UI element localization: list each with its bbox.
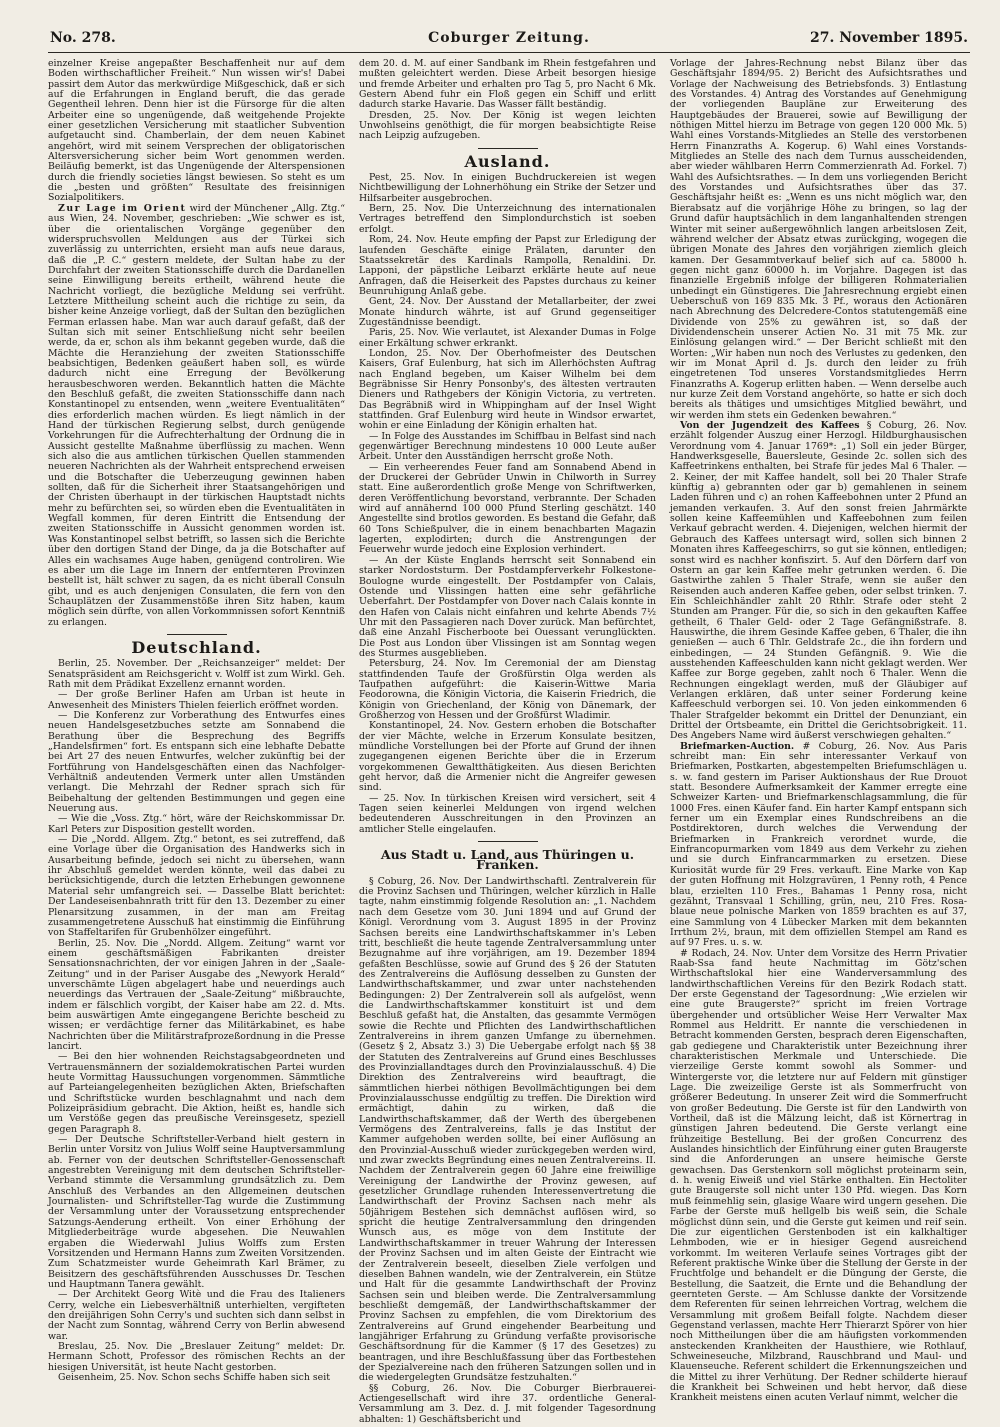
article-paragraph: Pest, 25. Nov. In einigen Buchdruckereien ist wegen Nichtbewilligung der Lohnerhöhung ein Strike der Setzer und Hilfsarbeiter ausgebrochen.: [359, 172, 656, 204]
article-paragraph: — Die Konferenz zur Vorberathung des Entwurfes eines neuen Handelsgesetzbuches setzte am Sonnabend die Berathung über die Besprechung des Begriffs „Handelsfirmen“ fort. Es entspann sich eine lebhafte Debatte bei Art 27 des neuen Entwurfes, welcher zukünftig bei der Fortführung von Handelsgeschäften einen das Nachfolger-Verhältniß andeutenden Vermerk unter allen Umständen verlangt. Die Mehrzahl der Redner sprach sich für Beibehaltung der geltenden Bestimmungen und gegen eine Neuerung aus.: [48, 709, 345, 815]
section-heading-stadt-land: Aus Stadt u. Land, aus Thüringen u. Franken.: [380, 847, 635, 873]
column-1: [48, 59, 345, 1419]
article-headline: Zur Lage im Orient: [58, 202, 187, 214]
article-paragraph: dem 20. d. M. auf einer Sandbank im Rhein festgefahren und mußten geleichtert werden. Diese Arbeit besorgen hiesige und fremde Arbeiter und erhalten pro Tag 5, pro Nacht 6 Mk. Gestern Abend fuhr ein Floß gegen ein Schiff und erlitt dadurch starke Havarie. Das Wasser fällt beständig.: [359, 58, 656, 111]
article-headline: Briefmarken-Auction.: [680, 740, 795, 752]
issue-date: 27. November 1895.: [809, 30, 968, 46]
article-paragraph: Gent, 24. Nov. Der Ausstand der Metallarbeiter, der zwei Monate hindurch währte, ist auf Grund gegenseitiger Zugeständnisse beendigt.: [359, 296, 656, 328]
article-paragraph: — Bei den hier wohnenden Reichstagsabgeordneten und Vertrauensmännern der sozialdemokratischen Partei wurden heute Vormittag Haussuchungen vorgenommen. Sämmtliche auf Parteiangelegenheiten bezüglichen Akten, Briefschaften und Schriftstücke wurden beschlagnahmt und nach dem Polizeipräsidium gebracht. Die Aktion, heißt es, handle sich um Verstöße gegen das preußische Vereinsgesetz, speziell gegen Paragraph 8.: [48, 1051, 345, 1135]
article-paragraph: § Coburg, 26. Nov. Der Landwirthschaftl. Zentralverein für die Provinz Sachsen und Thüringen, welcher kürzlich in Halle tagte, nahm einstimmig folgende Resolution an: „1. Nachdem nach dem Gesetze vom 30. Juni 1894 und auf Grund der Königl. Verordnung vom 3. August 1895 in der Provinz Sachsen bereits eine Landwirthschaftskammer in's Leben tritt, beschließt die heute tagende Zentralversammlung unter Bezugnahme auf ihre vorjährigen, am 19. Dezember 1894 gefaßten Beschlüsse, sowie auf Grund des § 26 der Statuten des Zentralvereins die Auflösung desselben zu Gunsten der Landwirthschaftskammer, und zwar unter nachstehenden Bedingungen: 2) Der Zentralverein soll als aufgelöst, wenn die Landwirthschaftskammer konstituirt ist und dem Beschluß gefaßt hat, die Anstalten, das gesammte Vermögen sowie die Rechte und Pflichten des Landwirthschaftlichen Zentralvereins in ihrem ganzen Umfange zu übernehmen. (Gesetz § 2, Absatz 3.) 3) Die Uebergabe erfolgt nach §§ 38 der Statuten des Zentralvereins auf Grund eines Beschlusses des Provinziallandtages durch den Provinzialausschuß. 4) Die Direktion des Zentralvereins wird beauftragt, die sämmtlichen hierbei nöthigen Bevollmächtigungen bei dem Provinzialausschusse endgültig zu treffen. Die Direktion wird ermächtigt, dahin zu wirken, daß die Landwirthschaftskammer, daß der Werth des übergebenen Vermögens des Zentralvereins, falls je das Institut der Kammer aufgehoben werden sollte, bei einer Auflösung an den Provinzial-Ausschuß wieder zurückgegeben werden wird, und zwar zweckts Begründung eines neuen Zentralvereins. II. Nachdem der Zentralverein gegen 60 Jahre eine freiwillige Vereinigung der Landwirthe der Provinz gewesen, auf gesetzlicher Grundlage ruhenden Interessenvertretung die Landwirthschaft der Provinz Sachsen nach mehr als 50jährigem Bestehen sich demnächst auflösen wird, so spricht die heutige Zentralversammlung den dringenden Wunsch aus, es möge von dem Institute der Landwirthschaftskammer in treuer Wahrung der Interessen der Provinz Sachsen und im alten Geiste der Eintracht wie der Zentralverein beseelt, dieselben Ziele verfolgen und dieselben Bahnen wandeln, wie der Zentralverein, ein Stütze und Halt für die gesammte Landwirthschaft der Provinz Sachsen sein und bleiben werde. Die Zentralversammlung beschließt demgemäß, der Landwirthschaftskammer der Provinz Sachsen zu empfehlen, die vom Direktorium des Zentralvereins auf Grund eingehender Bearbeitung und langjähriger Erfahrung zu Gründung verfaßte provisorische Geschäftsordnung für die Kammer (§ 17 des Gesetzes) zu beantragen, und ihre Beschlußfassung über das Fortbestehen der Spezialvereine nach den früheren Satzungen sollen und in die wiedergelegten Grundsätze festzuhalten.“: [359, 875, 656, 1384]
article-paragraph: Rom, 24. Nov. Heute empfing der Papst zur Erledigung der laufenden Geschäfte einige Prälaten, darunter den Staatssekretär des Kardinals Rampolla, Renaldini. Dr. Lapponi, der päpstliche Leibarzt erklärte heute auf neue Anfragen, daß die Heiserkeit des Papstes durchaus zu keiner Beunruhigung Anlaß gebe.: [359, 234, 656, 297]
article-headline: Von der Jugendzeit des Kaffees: [680, 420, 860, 432]
section-heading-deutschland: Deutschland.: [131, 637, 262, 657]
column-2: [359, 58, 656, 1425]
article-paragraph: Petersburg, 24. Nov. Im Ceremonial der am Dienstag stattfindenden Taufe der Großfürstin Olga werden als Taufpathen aufgeführt: die Kaiserin-Wittwe Maria Feodorowna, die Königin Victoria, die Kaiserin Friedrich, die Königin von Griechenland, der König von Dänemark, der Großherzog von Hessen und der Großfürst Wladimir.: [359, 658, 656, 721]
article-paragraph: — Ein verheerendes Feuer fand am Sonnabend Abend in der Druckerei der Gebrüder Unwin in Chilworth in Surrey statt. Eine außerordentlich große Menge von Schriftwerken, deren Veröffentlichung bevorstand, verbrannte. Der Schaden wird auf annähernd 100 000 Pfund Sterling geschätzt. 140 Angestellte sind brotlos geworden. Es bestand die Gefahr, daß 60 Tons Schießpulver, die in einem benachbarten Magazin lagerten, explodirten; durch die Anstrengungen der Feuerwehr wurde jedoch eine Explosion verhindert.: [359, 461, 656, 556]
article-paragraph: Vorlage der Jahres-Rechnung nebst Bilanz über das Geschäftsjahr 1894/95. 2) Bericht des Aufsichtsrathes und Vorlage der Nachweisung des Betriebsfonds. 3) Entlastung des Vorstandes. 4) Antrag des Vorstandes auf Genehmigung der vorliegenden Baupläne zur Erweiterung des Hauptgebäudes der Brauerei, sowie auf Bewilligung der nöthigen Mittel hierzu im Betrage von gegen 120 000 Mk. 5) Wahl eines Vorstands-Mitgliedes an Stelle des verstorbenen Herrn Finanzraths A. Kogerup. 6) Wahl eines Vorstands-Mitgliedes an Stelle des nach dem Turnus ausscheidenden, aber wieder wählbaren Herrn Commerzienrath Ad. Forkel. 7) Wahl des Aufsichtsrathes. — In dem uns vorliegenden Bericht des Vorstandes und Aufsichtsrathes über das 37. Geschäftsjahr heißt es: „Wenn es uns nicht möglich war, den Bierabsatz auf die vorjährige Höhe zu bringen, so lag der Grund dafür hauptsächlich in dem langanhaltenden strengen Winter mit seiner außergewöhnlich langen arbeitslosen Zeit, während welcher der Absatz etwas zurückging, wogegen die übrigen Monate des Jahres den vorjährigen ziemlich gleich kamen. Der Gesammtverkauf belief sich auf ca. 58000 h. gegen nicht ganz 60000 h. im Vorjahre. Dagegen ist das finanzielle Ergebniß infolge der billigeren Rohmaterialien unbedingt ein Günstigeres. Die Jahresrechnung ergiebt einen Ueberschuß von 169 835 Mk. 3 Pf., woraus den Actionären nach Abrechnung des Delcredere-Contos statutengemäß eine Dividende von 25% zu gewähren ist, so daß der Dividendenschein unserer Actien No. 31 mit 75 Mk. zur Einlösung gelangen wird.“ — Der Bericht schließt mit den Worten: „Wir haben nun noch des Verlustes zu gedenken, den wir im Monat April d. Js. durch den leider zu früh eingetretenen Tod unseres Vorstandsmitgliedes Herrn Finanzraths A. Kogerup erlitten haben. — Wenn derselbe auch nur kurze Zeit dem Vorstand angehörte, so hatte er sich doch bereits als thätiges und umsichtiges Mitglied bewährt, und wir werden ihm stets ein Gedenken bewahren.“: [670, 58, 967, 421]
article-paragraph: §§ Coburg, 26. Nov. Die Coburger Bierbrauerei-Actiengesellschaft wird ihre 37. ordentliche General-Versammlung am 3. Dez. d. J. mit folgender Tagesordnung abhalten: 1) Geschäftsbericht und: [359, 1382, 656, 1425]
article-paragraph: — An der Küste Englands herrscht seit Sonnabend ein starker Nordoststurm. Der Postdampferverkehr Folkestone-Boulogne wurde eingestellt. Der Postdampfer von Calais, Ostende und Vlissingen hatten eine sehr gefährliche Ueberfahrt. Der Postdampfer von Dover nach Calais konnte in den Hafen von Calais nicht einfahren und kehrte Abends 7½ Uhr mit den Passagieren nach Dover zurück. Man befürchtet, daß eine Anzahl Fischerboote bei Ouessant verunglückten. Die Post aus London über Vlissingen ist am Sonntag wegen des Sturmes ausgeblieben.: [359, 554, 656, 659]
article-body: wird der Münchener „Allg. Ztg.“ aus Wien, 24. November, geschrieben: „Wie schwer es ist, über die orientalischen Vorgänge gegenüber den widerspruchsvollen Meldungen aus der Türkei sich zuverlässig zu unterrichten, ersieht man aufs neue daraus, daß die „P. C.“ gestern meldete, der Sultan habe zu der Durchfahrt der zweiten Stationsschiffe durch die Dardanellen seine Einwilligung bereits ertheilt, während heute die Nachricht vorliegt, die bezügliche Meldung sei verfrüht. Letztere Mittheilung scheint auch die richtige zu sein, da bisher keine Anzeige vorliegt, daß der Sultan den bezüglichen Ferman erlassen habe. Man war auch darauf gefaßt, daß der Sultan sich mit seiner Entschließung nicht sehr beeilen werde, da er, schon als ihm bekannt gegeben wurde, daß die Mächte die Heranziehung der zweiten Stationsschiffe beabsichtigen, Bedenken geäußert haben soll, es würde dadurch nicht eine Erregung der Bevölkerung herausbeschworen werden. Bekanntlich hatten die Mächte den Beschluß gefaßt, die zweiten Stationsschiffe dann nach Konstantinopel zu entsenden, wenn „weitere Eventualitäten“ dies erforderlich machen würden. Es liegt nämlich in der Hand der türkischen Regierung selbst, durch genügende Vorkehrungen für die Aufrechterhaltung der Ordnung die in Aussicht gestellte Maßnahme überflüssig zu machen. Wenn sich also die aus amtlichen türkischen Quellen stammenden neueren Nachrichten als der Wahrheit entsprechend erweisen und die Botschafter die Ueberzeugung gewinnen haben sollten, daß für die Sicherheit ihrer Staatsangehörigen und der Christen überhaupt in der türkischen Hauptstadt nichts mehr zu befürchten sei, so würden eben die Eventualitäten in Wegfall kommen, für deren Eintritt die Entsendung der zweiten Stationsschiffe in Aussicht genommen worden ist. Was Konstantinopel selbst betrifft, so lassen sich die Berichte über den dortigen Stand der Dinge, da ja die Botschafter auf Alles ein wachsames Auge haben, genügend controliren. Wie es aber um die Lage im Innern der entfernteren Provinzen bestellt ist, hält schwer zu sagen, da es nicht überall Consuln gibt, und es auch denjenigen Consulaten, die fern von den Schauplätzen der Zusammenstöße ihren Sitz haben, kaum möglich sein dürfte, von allen Vorkommnissen sofort Kenntniß zu erlangen.: [48, 202, 345, 628]
divider: [478, 841, 538, 842]
columns: [48, 58, 970, 1425]
issue-number: No. 278.: [50, 30, 116, 46]
article-paragraph: — Wie die „Voss. Ztg.“ hört, wäre der Reichskommissar Dr. Karl Peters zur Disposition gestellt worden.: [48, 813, 345, 835]
article-paragraph: Berlin, 25. November. Der „Reichsanzeiger“ meldet: Der Senatspräsident am Reichsgericht v. Wolff ist zum Wirkl. Geh. Rath mit dem Prädikat Exzellenz ernannt worden.: [48, 658, 345, 690]
article-paragraph: Konstantinopel, 24. Nov. Gestern erhoben die Botschafter der vier Mächte, welche in Erzerum Konsulate besitzen, mündliche Vorstellungen bei der Pforte auf Grund der ihnen zugegangenen eigenen Berichte über die in Erzerum vorgekommenen Gewaltthätigkeiten. Aus diesen Berichten geht hervor, daß die Armenier nicht die Angreifer gewesen sind.: [359, 720, 656, 794]
article-paragraph: Bern, 25. Nov. Die Unterzeichnung des internationalen Vertrages betreffend den Simplondurchstich ist soeben erfolgt.: [359, 203, 656, 235]
newspaper-title: Coburger Zeitung.: [428, 30, 590, 46]
article-paragraph: — In Folge des Ausstandes im Schiffbau in Belfast sind nach gegenwärtiger Berechnung mindestens 10 000 Leute außer Arbeit. Unter den Ausständigen herrscht große Noth.: [359, 430, 656, 463]
masthead: [48, 30, 970, 53]
article-paragraph: Breslau, 25. Nov. Die „Breslauer Zeitung“ meldet: Dr. Hermann Schott, Professor des römischen Rechts an der hiesigen Universität, ist heute Nacht gestorben.: [48, 1340, 345, 1373]
article-paragraph: Geisenheim, 25. Nov. Schon sechs Schiffe haben sich seit: [58, 1371, 330, 1383]
article-body: # Coburg, 26. Nov. Aus Paris schreibt man: Ein sehr interessanter Verkauf von Briefmarken, Postkarten, abgestempelten Briefumschlägen u. s. w. fand gestern im Pariser Auktionshaus der Rue Drouot statt. Besondere Aufmerksamkeit der Kammer erregte eine Schweizer Karten- und Briefmarkenschlagsammlung, die für 1000 Fres. einen Käufer fand. Ein harter Kampf entspann sich ferner um ein Exemplar eines Rundschreibens an die Postdirektoren, durch welches die Verwendung der Briefmarken in Frankreich verordnet wurde, die Einfrancopurmarken vom 1849 aus dem Verkehr zu ziehen und sie durch Einfrancarmmarken zu ersetzen. Diese Kuriosität wurde für 29 Fres. verkauft. Eine Marke von Kap der guten Hoffnung mit Holzgravüren, 1 Penny roth, 4 Pence blau, erzielten 110 Fres., Bahamas 1 Penny rosa, nicht gezähnt, Transvaal 1 Schilling, grün, neu, 210 Fres. Rosa-blaue neue polnische Marken von 1859 brachten es auf 37, eine Sammlung von 4 Lübecker Marken mit dem bekannten Irrthum 2½, braun, mit dem offiziellen Stempel am Rand es auf 97 Fres. u. s. w.: [670, 740, 967, 949]
article-paragraph: Paris, 25. Nov. Wie verlautet, ist Alexander Dumas in Folge einer Erkältung schwer erkrankt.: [359, 327, 656, 349]
article-paragraph: — Der Deutsche Schriftsteller-Verband hielt gestern in Berlin unter Vorsitz von Julius Wolff seine Hauptversammlung ab. Ferner von der deutschen Schriftsteller-Genossenschaft angestrebten Vereinigung mit dem deutschen Schriftsteller-Verband stimmte die Versammlung grundsätzlich zu. Dem Anschluß des Verbandes an den Allgemeinen deutschen Journalisten- und Schriftsteller-Tag wurde die Zustimmung der Versammlung unter der Voraussetzung entsprechender Satzungs-Aenderung ertheilt. Von einer Erhöhung der Mitgliederbeiträge wurde abgesehen. Die Neuwahlen ergaben die Wiederwahl Julius Wolffs zum Ersten Vorsitzenden und Hermann Hanns zum Zweiten Vorsitzenden. Zum Schatzmeister wurde Geheimrath Karl Brämer, zu Beisitzern des geschäftsführenden Ausschusses Dr. Teschen und Hauptmann Tanera gewählt.: [48, 1134, 345, 1290]
article-paragraph: — Die „Nordd. Allgem. Ztg.“ betont, es sei zutreffend, daß eine Vorlage über die Organisation des Handwerks sich in Ausarbeitung befinde, jedoch sei nicht zu übersehen, wann ihr Abschluß gemeldet werden könnte, weil das dabei zu berücksichtigende, durch die letzten Erhebungen gewonnene Material sehr umfangreich sei. — Dasselbe Blatt berichtet: Der Landeseisenbahnrath tritt für den 13. Dezember zu einer Plenarsitzung zusammen, in der man am Freitag zusammengetretene Ausschuß hat einstimmig die Einführung von Staffeltarifen für Grubenhölzer eingeführt.: [48, 834, 345, 939]
section-heading-ausland: Ausland.: [464, 151, 551, 171]
article-paragraph: Berlin, 25. Nov. Die „Nordd. Allgem. Zeitung“ warnt vor einem geschäftsmäßigen Fabrikanten dreister Sensationsnachrichten, der vor einigen Jahren in der „Saale-Zeitung“ und in der Pariser Ausgabe des „Newyork Herald“ unverschämte Lügen abgelagert habe und neuerdings auch neuerdings das Vertrauen der „Saale-Zeitung“ mißbrauchte, indem er fälschlich vorgibt, der Kaiser habe am 22. d. Mts. beim auswärtigen Amte eingegangene Berichte bescheid zu wissen; er verdächtige ferner das Militärkabinet, es habe Nachrichten über die Militärstrafprozeßordnung in die Presse lancirt.: [48, 937, 345, 1052]
article-paragraph: # Rodach, 24. Nov. Unter dem Vorsitze des Herrn Privatier Raab-Ssa fand heute Nachmittag im Götz'schen Wirthschaftslokal hier eine Wanderversammlung des landwirthschaftlichen Vereins für den Bezirk Rodach statt. Der erste Gegenstand der Tagesordnung: „Wie erzielen wir eine gute Braugerste?“ spricht im freien Vortrage übergehender und ortsüblicher Weise Herr Verwalter Max Rommel aus Heldritt. Er nannte die verschiedenen in Betracht kommenden Gersten, besprach deren Eigenschaften, gab gediegene und Charakteristik unter Bezeichnung ihrer charakteristischen Merkmale und Unterschiede. Die vierzeilige Gerste kommt sowohl als Sommer- und Wintergerste vor, die letztere nur auf Feldern mit günstiger Lage. Die zweizeilige Gerste ist als Sommerfrucht von größerer Bedeutung. In unserer Zeit wird die Sommerfrucht von großer Bedeutung. Die Gerste ist für den Landwirth von Vortheil, daß ist die Mälzung leicht, daß ist Körnertrag in günstigen Jahren bedeutend. Die Gerste verlangt eine frühzeitige Bestellung. Bei der großen Concurrenz des Auslandes hinsichtlich der Einführung einer guten Braugerste sind die Anforderungen an unsere heimische Gerste gewachsen. Das Gerstenkorn soll möglichst proteinarm sein, d. h. wenig Eiweiß und viel Stärke enthalten. Ein Hectoliter gute Braugerste soll nicht unter 130 Pfd. wiegen. Das Korn muß feinmehlig sein, glasige Waare wird ungern gesehen. Die Farbe der Gerste muß hellgelb bis weiß sein, die Schale möglichst dünn sein, und die Gerste gut keimen und reif sein. Die zur eigentlichen Gerstenboden ist ein kalkhaltiger Lehmboden, wie er in hiesiger Gegend ausreichend vorkommt. Im weiteren Verlaufe seines Vortrages gibt der Referent praktische Winke über die Stellung der Gerste in der Fruchtfolge und behandelt er die Düngung der Gerste, die Bestellung, die Saatzeit, die Ernte und die Behandlung der geernteten Gerste. — Am Schlusse dankte der Vorsitzende dem Referenten für seinen lehrreichen Vortrag, welchem die Versammlung mit großem Beifall folgte. Nachdem dieser Gegenstand verlassen, machte Herr Thierarzt Spörer von hier noch Mittheilungen über die am häufigsten vorkommenden ansteckenden Krankheiten der Hausthiere, wie Rothlauf, Schweineseuche, Milzbrand, Rauschbrand und Maul- und Klauenseuche. Referent schildert die Erkennungszeichen und die Mittel zu ihrer Verhütung. Der Redner schilderte hierauf die Krankheit bei Schweinen und hebt hervor, daß diese Krankheit meistens einen acuten Verlauf nimmt, welcher die: [670, 947, 967, 1404]
column-3: [670, 59, 967, 1419]
divider: [478, 148, 538, 149]
article-paragraph: Dresden, 25. Nov. Der König ist wegen leichten Unwohlseins genöthigt, die für morgen beabsichtigte Reise nach Leipzig aufzugeben.: [359, 109, 656, 142]
article-orient: [48, 204, 345, 628]
article-paragraph: London, 25. Nov. Der Oberhofmeister des Deutschen Kaisers, Graf Eulenburg, hat sich im Allerhöchsten Auftrag nach England begeben, um Kaiser Wilhelm bei dem Begräbnisse Sir Henry Ponsonby's, des ältesten vertrauten Dieners und Rathgebers der Königin Victoria, zu vertreten. Das Begräbniß wird in Whippingham auf der Insel Wight stattfinden. Graf Eulenburg wird heute in Windsor erwartet, wohin er eine Einladung der Königin erhalten hat.: [359, 347, 656, 432]
article-paragraph: einzelner Kreise angepaßter Beschaffenheit nur auf dem Boden wirthschaftlicher Freiheit.“ Nun wissen wir's! Dabei passirt dem Autor das merkwürdige Mißgeschick, daß er sich auf die Erfahrungen in England beruft, die das gerade Gegentheil lehren. Denn hier ist die Fürsorge für die alten Arbeiter eine so ungenügende, daß weitgehende Projekte einer gesetzlichen Versicherung mit staatlicher Subvention aufgetaucht sind. Chamberlain, der dem neuen Kabinet angehört, wird mit seinem Versprechen der obligatorischen Altersversicherung sicher beim Wort genommen werden. Beiläufig bemerkt, ist das Ungenügende der Alterspensionen durch die friendly societies längst bewiesen. So steht es um die „besten und größten“ Resultate des freisinnigen Sozialpolitikers.: [48, 58, 345, 204]
article-paragraph: — Der große Berliner Hafen am Urban ist heute in Anwesenheit des Ministers Thielen feierlich eröffnet worden.: [48, 689, 345, 711]
article-paragraph: — 25. Nov. In türkischen Kreisen wird versichert, seit 4 Tagen seien keinerlei Meldungen von irgend welchen bedeutenderen Ausschreitungen in den Provinzen an amtlicher Stelle eingelaufen.: [359, 792, 656, 835]
article-briefmarken: [670, 742, 967, 949]
article-paragraph: — Der Architekt Georg Witè und die Frau des Italieners Cerry, welche ein Liebesverhältniß unterhielten, vergifteten den dreijährigen Sohn Cerry's und suchten sich dann selbst in der Nacht zum Sonntag, während Cerry von Berlin abwesend war.: [48, 1289, 345, 1342]
divider: [167, 634, 227, 635]
article-body: § Coburg, 26. Nov. erzählt folgender Auszug einer Herzogl. Hildburghausischen Verordnung vom 4. Januar 1769*: „1) Soll ein jeder Bürger, Handwerksgeselle, Bauersleute, Gesinde 2c. sollen sich des Kaffeetrinkens enthalten, bei Strafe für jedes Mal 6 Thaler. — 2. Keiner, der mit Kaffee handelt, soll bei 20 Thaler Strafe künftig a) gebrannten oder gar b) gemahlenen in seinem Laden führen und c) an rohen Kaffeebohnen unter 2 Pfund an jemanden verkaufen. 3. Auf den sonst freien Jahrmärkte sollen keine Kaffeemühlen und Kaffeebohnen zum feilen Verkauf gebracht werden. 4. Diejenigen, welchen hiermit der Gebrauch des Kaffees untersagt wird, sollen sich binnen 2 Monaten ihres Kaffeegeschirrs, so gut sie können, entledigen; sonst wird es nachher konfiszirt. 5. Auf den Dörfern darf von Ostern an gar kein Kaffee mehr getrunken werden. 6. Die Gastwirthe zahlen 5 Thaler Strafe, wenn sie außer den Reisenden auch anderen Kaffee geben, oder selbst trinken. 7. Ein Schleichhändler zahlt 20 Rthlr. Strafe oder steht 2 Stunden am Pranger. Für die, so sich in den gekauften Kaffee getheilt, 6 Thaler Geld- oder 2 Tage Gefängnißstrafe. 8. Hauswirthe, die ihrem Gesinde Kaffee geben, 6 Thaler, die ihn genießen — auch 6 Thlr. Geldstrafe 2c., die ihn fordern und einbedingen, — 24 Stunden Gefängniß. 9. Wie die ausstehenden Kaffeeschulden kann nicht geklagt werden. Wer Kaffee zur Borge gegeben, zahlt noch 6 Thaler. Wenn die Rechnungen eingeklagt werden, muß der Gläubiger auf Verlangen erklären, daß unter seiner Forderung keine Kaffeeschuld verborgen sei. 10. Von jeden einkommenden 6 Thaler Strafgelder bekommt ein Drittel der Denunziant, ein Drittel der Ortsbeamte, ein Drittel die Gerichtsobrigkeit. 11. Des Angebers Name wird äußerst verschwiegen gehalten.“: [670, 420, 967, 742]
article-kaffee: [670, 421, 967, 742]
